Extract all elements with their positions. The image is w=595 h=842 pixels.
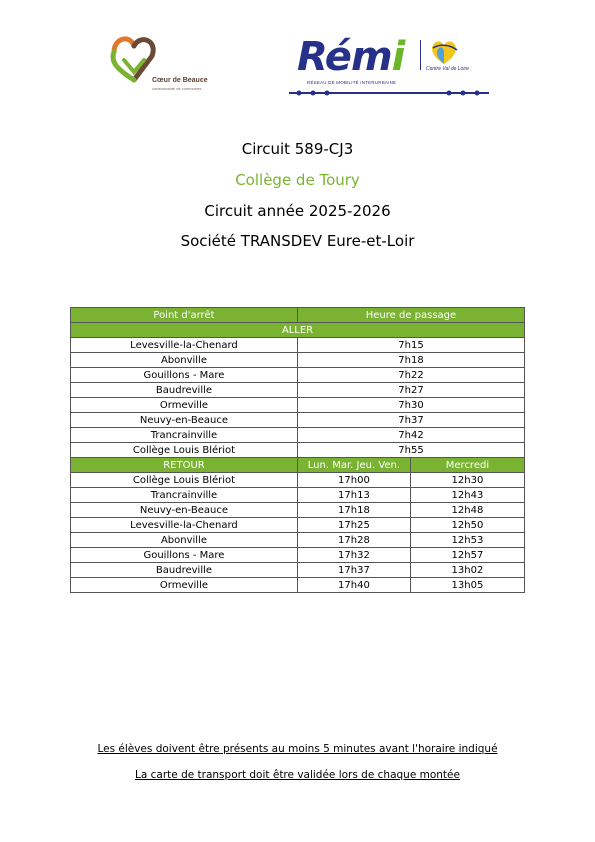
table-header-row: [71, 308, 525, 323]
col-time-header: Heure de passage: [297, 308, 524, 323]
school-title: Collège de Toury: [235, 171, 360, 189]
stop-name: Levesville-la-Chenard: [71, 338, 298, 353]
aller-label: ALLER: [71, 323, 525, 338]
network-line-icon: [289, 89, 489, 97]
stop-name: Abonville: [71, 533, 298, 548]
retour-row: [71, 518, 525, 533]
remi-word-start: Rém: [297, 34, 392, 80]
remi-wordmark: [297, 34, 404, 80]
pass-time: 7h27: [297, 383, 524, 398]
retour-row: [71, 578, 525, 593]
wednesday-time: 12h48: [410, 503, 524, 518]
stop-name: Levesville-la-Chenard: [71, 518, 298, 533]
company-title: Société TRANSDEV Eure-et-Loir: [180, 232, 415, 250]
pass-time: 7h37: [297, 413, 524, 428]
aller-row: [71, 383, 525, 398]
weekday-header: Lun. Mar. Jeu. Ven.: [297, 458, 410, 473]
col-stop-header: Point d'arrêt: [71, 308, 298, 323]
stop-name: Neuvy-en-Beauce: [71, 413, 298, 428]
wednesday-header: Mercredi: [410, 458, 524, 473]
pass-time: 7h55: [297, 443, 524, 458]
wednesday-time: 12h30: [410, 473, 524, 488]
remi-word-end: i: [391, 34, 405, 80]
retour-header-row: [71, 458, 525, 473]
schedule-table: [70, 307, 525, 593]
aller-header-row: [71, 323, 525, 338]
pass-time: 7h15: [297, 338, 524, 353]
weekday-time: 17h18: [297, 503, 410, 518]
aller-row: [71, 413, 525, 428]
wednesday-time: 13h05: [410, 578, 524, 593]
stop-name: Ormeville: [71, 578, 298, 593]
logo-subtitle-text: communauté de communes: [152, 86, 202, 91]
pass-time: 7h22: [297, 368, 524, 383]
retour-row: [71, 548, 525, 563]
notice-card: La carte de transport doit être validée lors de chaque montée: [135, 769, 460, 781]
region-label: Centre Val de Loire: [426, 66, 469, 72]
retour-row: [71, 488, 525, 503]
stop-name: Gouillons - Mare: [71, 368, 298, 383]
pass-time: 7h30: [297, 398, 524, 413]
weekday-time: 17h32: [297, 548, 410, 563]
stop-name: Collège Louis Blériot: [71, 443, 298, 458]
wednesday-time: 12h50: [410, 518, 524, 533]
aller-row: [71, 443, 525, 458]
stop-name: Baudreville: [71, 383, 298, 398]
stop-name: Baudreville: [71, 563, 298, 578]
stop-name: Collège Louis Blériot: [71, 473, 298, 488]
retour-row: [71, 533, 525, 548]
wednesday-time: 12h43: [410, 488, 524, 503]
year-title: Circuit année 2025-2026: [204, 202, 391, 220]
wednesday-time: 13h02: [410, 563, 524, 578]
stop-name: Gouillons - Mare: [71, 548, 298, 563]
stop-name: Ormeville: [71, 398, 298, 413]
stop-name: Abonville: [71, 353, 298, 368]
aller-row: [71, 338, 525, 353]
notice-arrival: Les élèves doivent être présents au moins 5 minutes avant l'horaire indiqué: [97, 743, 498, 755]
weekday-time: 17h00: [297, 473, 410, 488]
retour-label: RETOUR: [71, 458, 298, 473]
pass-time: 7h18: [297, 353, 524, 368]
region-heart-icon: [427, 38, 461, 66]
weekday-time: 17h25: [297, 518, 410, 533]
logo-brand-text: Cœur de Beauce: [152, 77, 208, 84]
remi-logo: [285, 32, 490, 96]
wednesday-time: 12h53: [410, 533, 524, 548]
coeur-de-beauce-logo: [104, 30, 234, 92]
aller-row: [71, 428, 525, 443]
retour-row: [71, 503, 525, 518]
aller-row: [71, 368, 525, 383]
remi-tagline: RÉSEAU DE MOBILITÉ INTERURBAINE: [307, 80, 397, 85]
weekday-time: 17h28: [297, 533, 410, 548]
weekday-time: 17h13: [297, 488, 410, 503]
weekday-time: 17h37: [297, 563, 410, 578]
aller-row: [71, 353, 525, 368]
stop-name: Neuvy-en-Beauce: [71, 503, 298, 518]
pass-time: 7h42: [297, 428, 524, 443]
retour-row: [71, 563, 525, 578]
circuit-title: Circuit 589-CJ3: [241, 140, 354, 158]
wednesday-time: 12h57: [410, 548, 524, 563]
logo-separator: [420, 40, 421, 70]
aller-row: [71, 398, 525, 413]
stop-name: Trancrainville: [71, 428, 298, 443]
stop-name: Trancrainville: [71, 488, 298, 503]
weekday-time: 17h40: [297, 578, 410, 593]
retour-row: [71, 473, 525, 488]
